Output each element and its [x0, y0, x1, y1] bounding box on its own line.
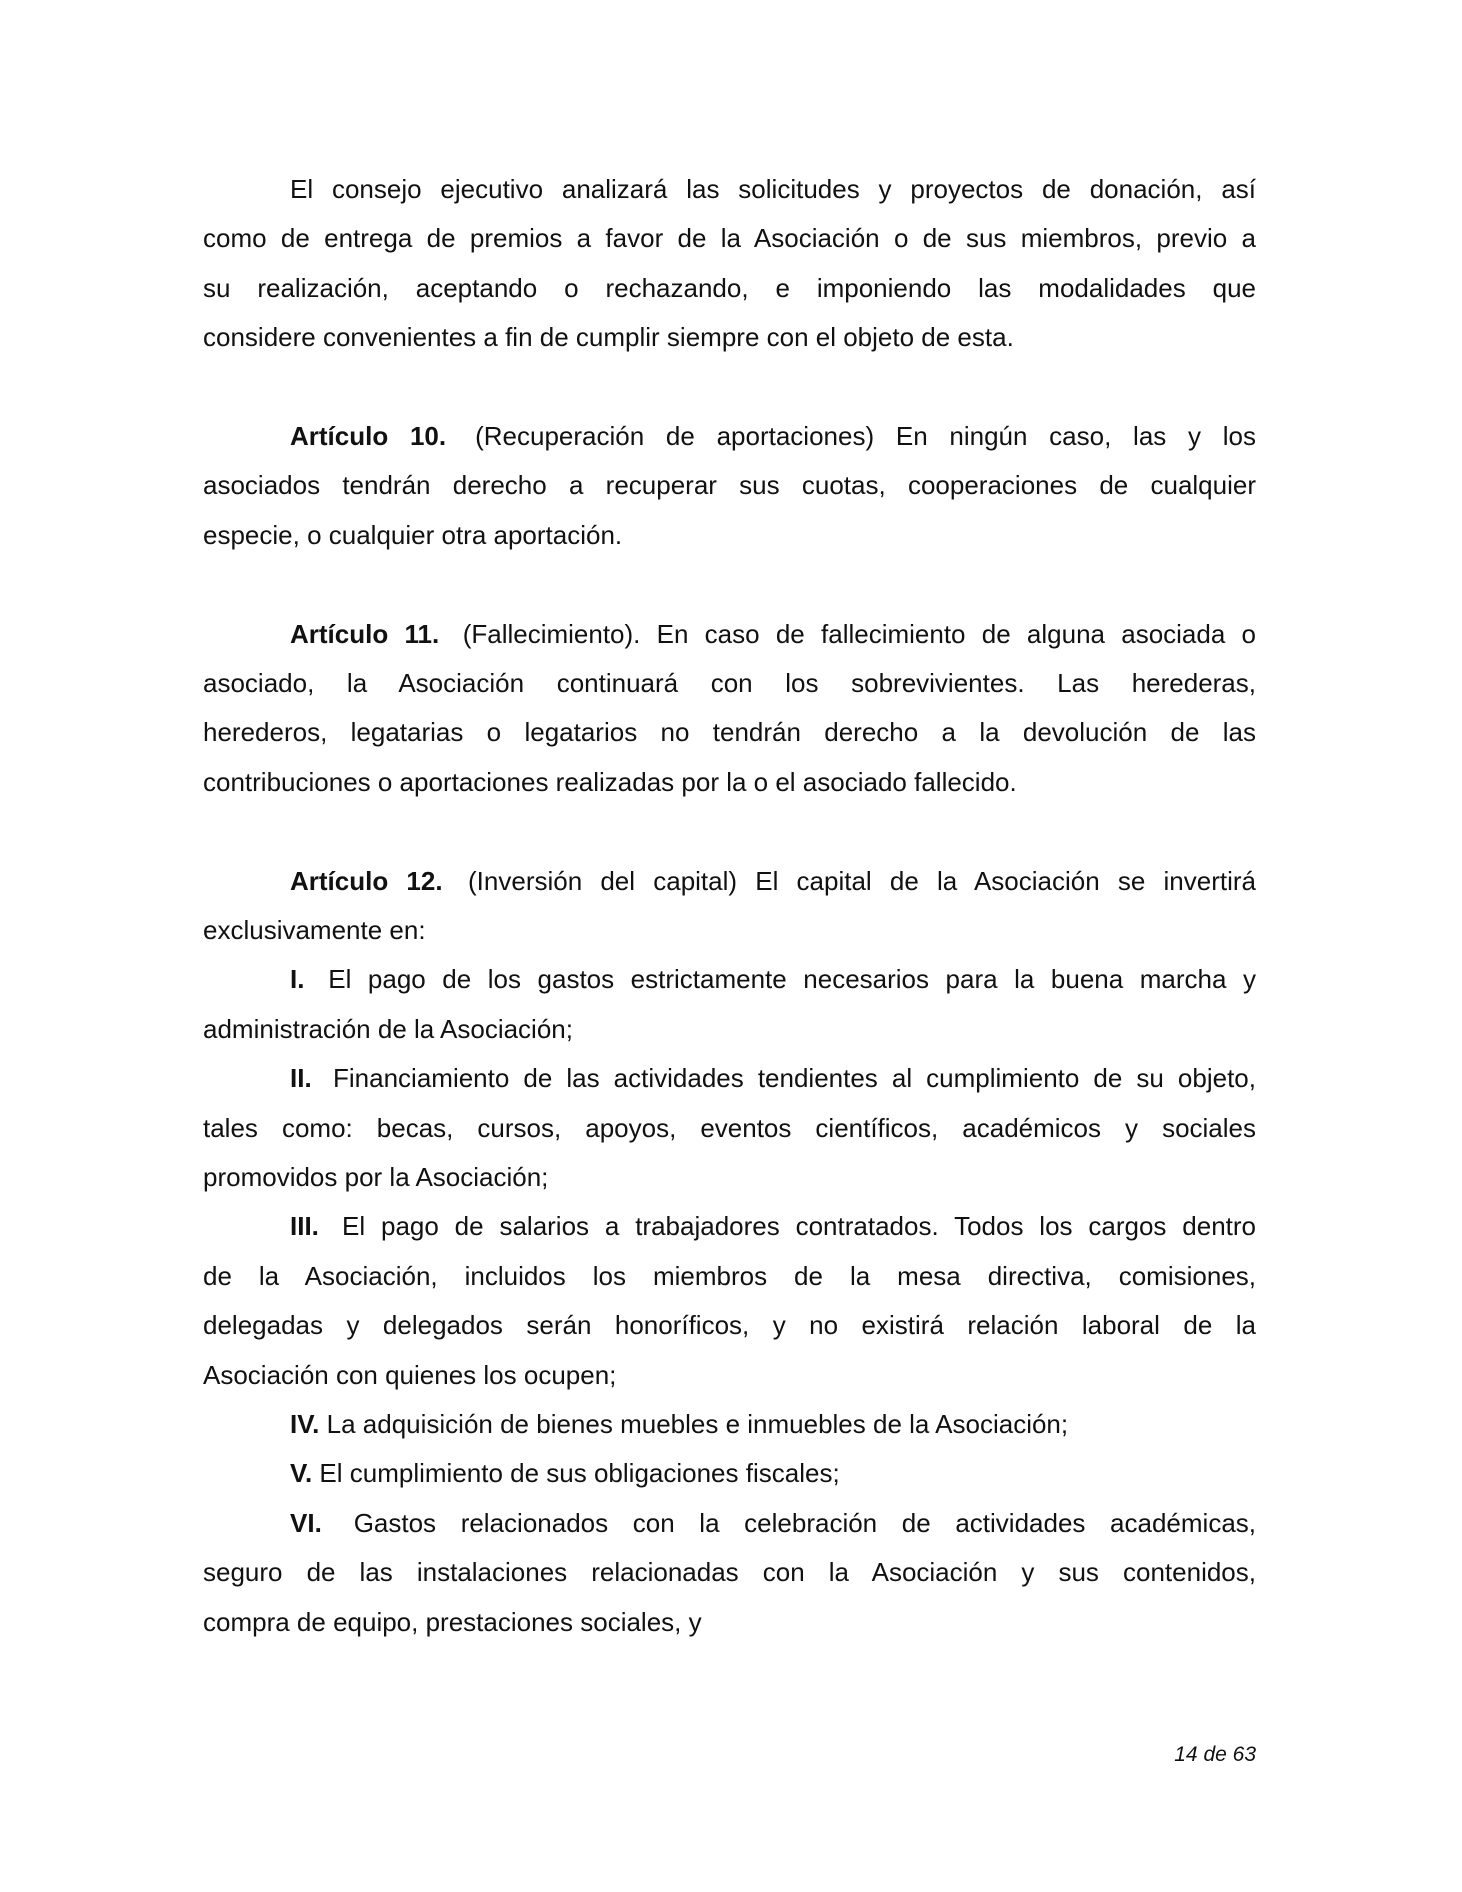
bold-label: Artículo 12. — [290, 865, 443, 896]
line-text: Financiamiento de las actividades tendientes al cumplimiento de su objeto, — [318, 1063, 1256, 1094]
bold-label: II. — [290, 1063, 312, 1094]
text-line — [203, 1113, 1256, 1143]
text-line — [203, 1261, 1256, 1291]
text-line — [203, 223, 1256, 253]
line-text: Asociación con quienes los ocupen; — [203, 1359, 617, 1390]
text-line — [203, 1360, 1256, 1390]
line-text: El cumplimiento de sus obligaciones fiscales; — [312, 1458, 840, 1489]
bold-label: IV. — [290, 1409, 320, 1439]
line-text: (Fallecimiento). En caso de fallecimiento de alguna asociada o — [446, 618, 1256, 649]
text-line — [203, 520, 1256, 550]
article-heading-line — [203, 1063, 1256, 1093]
text-line — [203, 767, 1256, 797]
article-heading-line — [203, 1508, 1256, 1538]
line-text: promovidos por la Asociación; — [203, 1162, 549, 1192]
text-line — [203, 174, 1256, 204]
article-heading-line — [203, 421, 1256, 451]
text-line — [203, 915, 1256, 945]
line-text: El pago de los gastos estrictamente necesarios para la buena marcha y — [311, 964, 1256, 995]
text-line — [203, 668, 1256, 698]
line-text: asociados tendrán derecho a recuperar sus cuotas, cooperaciones de cualquier — [203, 470, 1256, 501]
bold-label: I. — [290, 964, 305, 995]
line-text: La adquisición de bienes muebles e inmuebles de la Asociación; — [319, 1409, 1069, 1439]
line-text: herederos, legatarias o legatarios no tendrán derecho a la devolución de las — [203, 717, 1256, 748]
bold-label: V. — [290, 1458, 313, 1489]
article-heading-line — [203, 964, 1256, 994]
line-text: exclusivamente en: — [203, 915, 426, 945]
article-heading-line — [203, 1211, 1256, 1241]
line-text: seguro de las instalaciones relacionadas con la Asociación y sus contenidos, — [203, 1557, 1256, 1588]
bold-label: VI. — [290, 1507, 322, 1538]
text-line — [203, 717, 1256, 747]
bold-label: Artículo 10. — [290, 421, 447, 451]
line-text: delegadas y delegados serán honoríficos, y no existirá relación laboral de la — [203, 1310, 1256, 1341]
text-line — [203, 470, 1256, 500]
article-heading-line — [203, 866, 1256, 896]
line-text: considere convenientes a fin de cumplir siempre con el objeto de esta. — [203, 322, 1014, 353]
text-line — [203, 1162, 1256, 1192]
bold-label: Artículo 11. — [290, 618, 440, 649]
text-line — [203, 322, 1256, 352]
line-text: especie, o cualquier otra aportación. — [203, 519, 623, 550]
line-text: su realización, aceptando o rechazando, e imponiendo las modalidades que — [203, 272, 1256, 303]
line-text: El pago de salarios a trabajadores contratados. Todos los cargos dentro — [326, 1211, 1256, 1242]
text-line — [203, 1557, 1256, 1587]
line-text: (Inversión del capital) El capital de la Asociación se invertirá — [449, 865, 1256, 896]
line-text: asociado, la Asociación continuará con los sobrevivientes. Las herederas, — [203, 668, 1256, 698]
text-line — [203, 1607, 1256, 1637]
line-text: compra de equipo, prestaciones sociales, y — [203, 1606, 702, 1637]
article-heading-line — [203, 619, 1256, 649]
line-text: tales como: becas, cursos, apoyos, eventos científicos, académicos y sociales — [203, 1112, 1256, 1143]
article-heading-line — [203, 1409, 1256, 1439]
line-text: administración de la Asociación; — [203, 1013, 573, 1044]
line-text: Gastos relacionados con la celebración de actividades académicas, — [329, 1507, 1256, 1538]
line-text: como de entrega de premios a favor de la Asociación o de sus miembros, previo a — [203, 223, 1256, 254]
article-heading-line — [203, 1458, 1256, 1488]
line-text: (Recuperación de aportaciones) En ningún caso, las y los — [453, 421, 1256, 451]
text-line — [203, 273, 1256, 303]
line-text: contribuciones o aportaciones realizadas por la o el asociado fallecido. — [203, 766, 1017, 797]
page-number: 14 de 63 — [1174, 1743, 1256, 1766]
line-text: El consejo ejecutivo analizará las solicitudes y proyectos de donación, así — [290, 174, 1256, 204]
bold-label: III. — [290, 1211, 319, 1242]
text-line — [203, 1014, 1256, 1044]
line-text: de la Asociación, incluidos los miembros de la mesa directiva, comisiones, — [203, 1260, 1256, 1291]
text-line — [203, 1310, 1256, 1340]
